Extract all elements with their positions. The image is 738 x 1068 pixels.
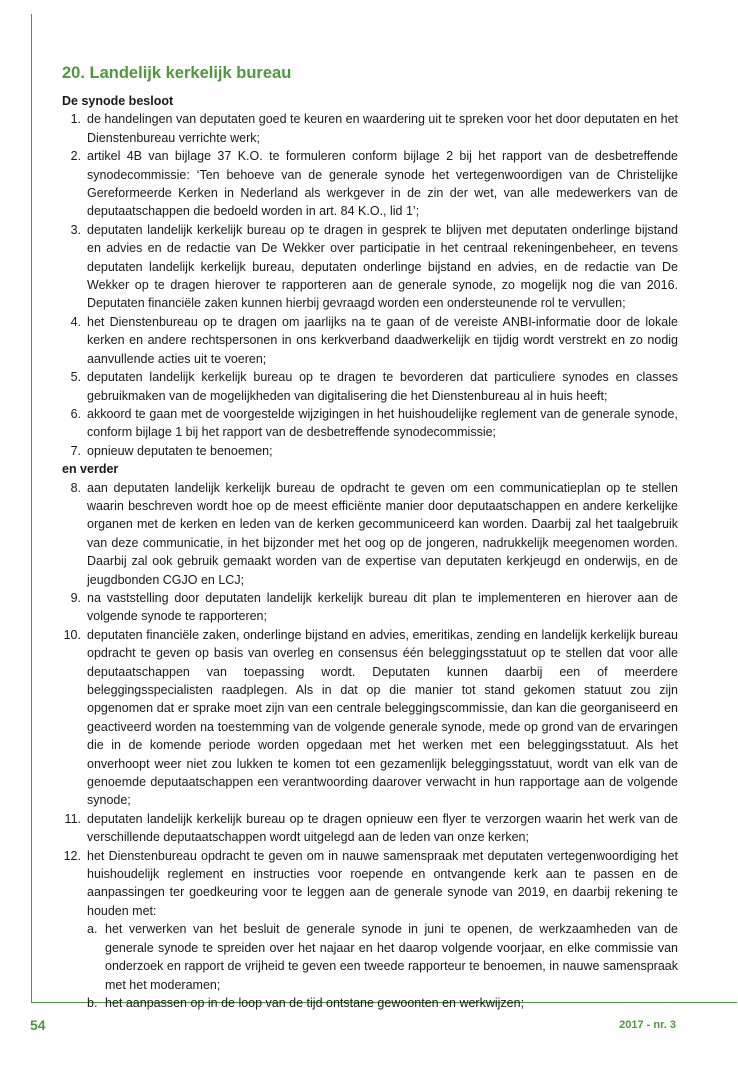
list-item <box>62 110 678 147</box>
item-number: 7. <box>70 443 81 458</box>
item-number: 3. <box>70 222 81 237</box>
list-item <box>62 368 678 405</box>
sub-item-text: het aanpassen op in de loop van de tijd ontstane gewoonten en werkwijzen; <box>105 995 525 1010</box>
left-margin-rule <box>31 14 32 1002</box>
decision-list-2 <box>62 479 678 1013</box>
item-number: 1. <box>70 112 81 127</box>
page-number: 54 <box>30 1017 46 1033</box>
item-text: opnieuw deputaten te benoemen; <box>87 443 273 458</box>
item-number: 2. <box>70 149 81 164</box>
sub-list-item <box>87 920 678 994</box>
list-item <box>62 221 678 313</box>
list-item <box>62 405 678 442</box>
sub-item-letter: a. <box>87 922 98 937</box>
list-item <box>62 442 678 460</box>
issue-label: 2017 - nr. 3 <box>619 1019 676 1031</box>
list-item <box>62 847 678 1013</box>
item-number: 8. <box>70 480 81 495</box>
decision-list-1 <box>62 110 678 460</box>
item-text: het Dienstenbureau opdracht te geven om in nauwe samenspraak met deputaten vertegenwoordiging het huishoudelijk reglement en instructies voor roepende en ontvangende kerk aan te passen en de aanpassingen ter goedkeuring voor te leggen aan de generale synode van 2019, en daarbij rekening te houden met: <box>87 848 678 918</box>
item-text: deputaten landelijk kerkelijk bureau op te dragen in gesprek te blijven met deputaten onderlinge bijstand en advies en de redactie van De Wekker over participatie in het centraal rekeningenbeheer, en tevens deputaten landelijk kerkelijk bureau, deputaten onderlinge bijstand en advies, en de redactie van De Wekker op te dragen hierover te rapporteren aan de generale synode, zo mogelijk nog die van 2016. Deputaten financiële zaken kunnen hierbij gevraagd worden een ondersteunende rol te vervullen; <box>87 222 678 311</box>
sub-item-letter: b. <box>87 995 98 1010</box>
intro-label: De synode besloot <box>62 94 174 108</box>
page-content <box>62 62 678 1012</box>
item-number: 9. <box>70 590 81 605</box>
list-item <box>62 479 678 589</box>
item-number: 12. <box>63 848 81 863</box>
item-text: na vaststelling door deputaten landelijk kerkelijk bureau dit plan te implementeren en hierover aan de volgende synode te rapporteren; <box>87 590 678 624</box>
list-item <box>62 589 678 626</box>
item-text: artikel 4B van bijlage 37 K.O. te formuleren conform bijlage 2 bij het rapport van de desbetreffende synodecommissie: ‘Ten behoeve van de generale synode het vertegenwoordigen van de Christelijke Gereformeerde Kerken in Nederland als werkgever in de zin der wet, van alle medewerkers van de deputaatschappen die bedoeld worden in art. 84 K.O., lid 1’; <box>87 149 678 219</box>
item-text: akkoord te gaan met de voorgestelde wijzigingen in het huishoudelijke reglement van de generale synode, conform bijlage 1 bij het rapport van de desbetreffende synodecommissie; <box>87 406 678 440</box>
item-number: 6. <box>70 406 81 421</box>
continue-label: en verder <box>62 462 119 477</box>
item-number: 5. <box>70 370 81 385</box>
item-text: deputaten landelijk kerkelijk bureau op te dragen te bevorderen dat particuliere synodes en classes gebruikmaken van de mogelijkheden van digitalisering die het Dienstenbureau al in huis heeft; <box>87 370 678 403</box>
section-title: 20. Landelijk kerkelijk bureau <box>62 64 292 82</box>
list-item <box>62 626 678 810</box>
item-text: aan deputaten landelijk kerkelijk bureau de opdracht te geven om een communicatieplan op te stellen waarin beschreven wordt hoe op de meest efficiënte manier door deputaatschappen en andere kerkelijke organen met de kerken en leden van de kerken gecommuniceerd kan worden. Daarbij zal het taalgebruik van deze communicatie, in het bijzonder met het oog op de jongeren, nadrukkelijk meegenomen worden. Daarbij zal ook gebruik gemaakt worden van de expertise van deputaten kerkjeugd en onderwijs, en de jeugdbonden CGJO en LCJ; <box>87 480 678 587</box>
sub-list-item <box>87 994 678 1012</box>
item-number: 10. <box>63 627 81 642</box>
item-text: deputaten financiële zaken, onderlinge bijstand en advies, emeritikas, zending en landelijk kerkelijk bureau opdracht te geven op basis van overleg en consensus één beleggingsstatuut op te stellen dat voor alle deputaatschappen van toepassing wordt. Deputaten kunnen daarbij een of meerdere beleggingsspecialisten raadplegen. Als in dat op die manier tot stand gekomen statuut zou zijn opgenomen dat er sprake moet zijn van een centrale beleggingscommissie, dan kan die georganiseerd en geactiveerd worden na toestemming van de volgende generale synode, mede op grond van de ervaringen die in de komende periode worden opgedaan met het werken met een beleggingsstatuut. Als het onverhoopt weer niet zou lukken te komen tot een gezamenlijk beleggingsstatuut, wordt van elk van de genoemde deputaatschappen een verantwoording daarover verwacht in hun rapportage aan de volgende synode; <box>87 627 678 808</box>
item-number: 4. <box>70 314 81 329</box>
item-number: 11. <box>64 811 81 826</box>
item-text: het Dienstenbureau op te dragen om jaarlijks na te gaan of de vereiste ANBI-informatie door de lokale kerken en andere rechtspersonen in ons kerkverband daadwerkelijk en tijdig wordt verstrekt en zo nodig aanvullende acties uit te voeren; <box>87 314 678 366</box>
list-item <box>62 810 678 847</box>
item-text: deputaten landelijk kerkelijk bureau op te dragen opnieuw een flyer te verzorgen waarin het werk van de verschillende deputaatschappen wordt uitgelegd aan de leden van onze kerken; <box>87 811 678 845</box>
list-item <box>62 313 678 368</box>
list-item <box>62 147 678 221</box>
sub-item-text: het verwerken van het besluit de generale synode in juni te openen, de werkzaamheden van de generale synode te spreiden over het najaar en het daarop volgende voorjaar, en elke commissie van onderzoek en rapport de vrijheid te geven een tweede rapporteur te benoemen, in nauwe samenspraak met het moderamen; <box>105 922 678 992</box>
item-text: de handelingen van deputaten goed te keuren en waardering uit te spreken voor het door deputaten en het Dienstenbureau verrichte werk; <box>87 112 678 145</box>
